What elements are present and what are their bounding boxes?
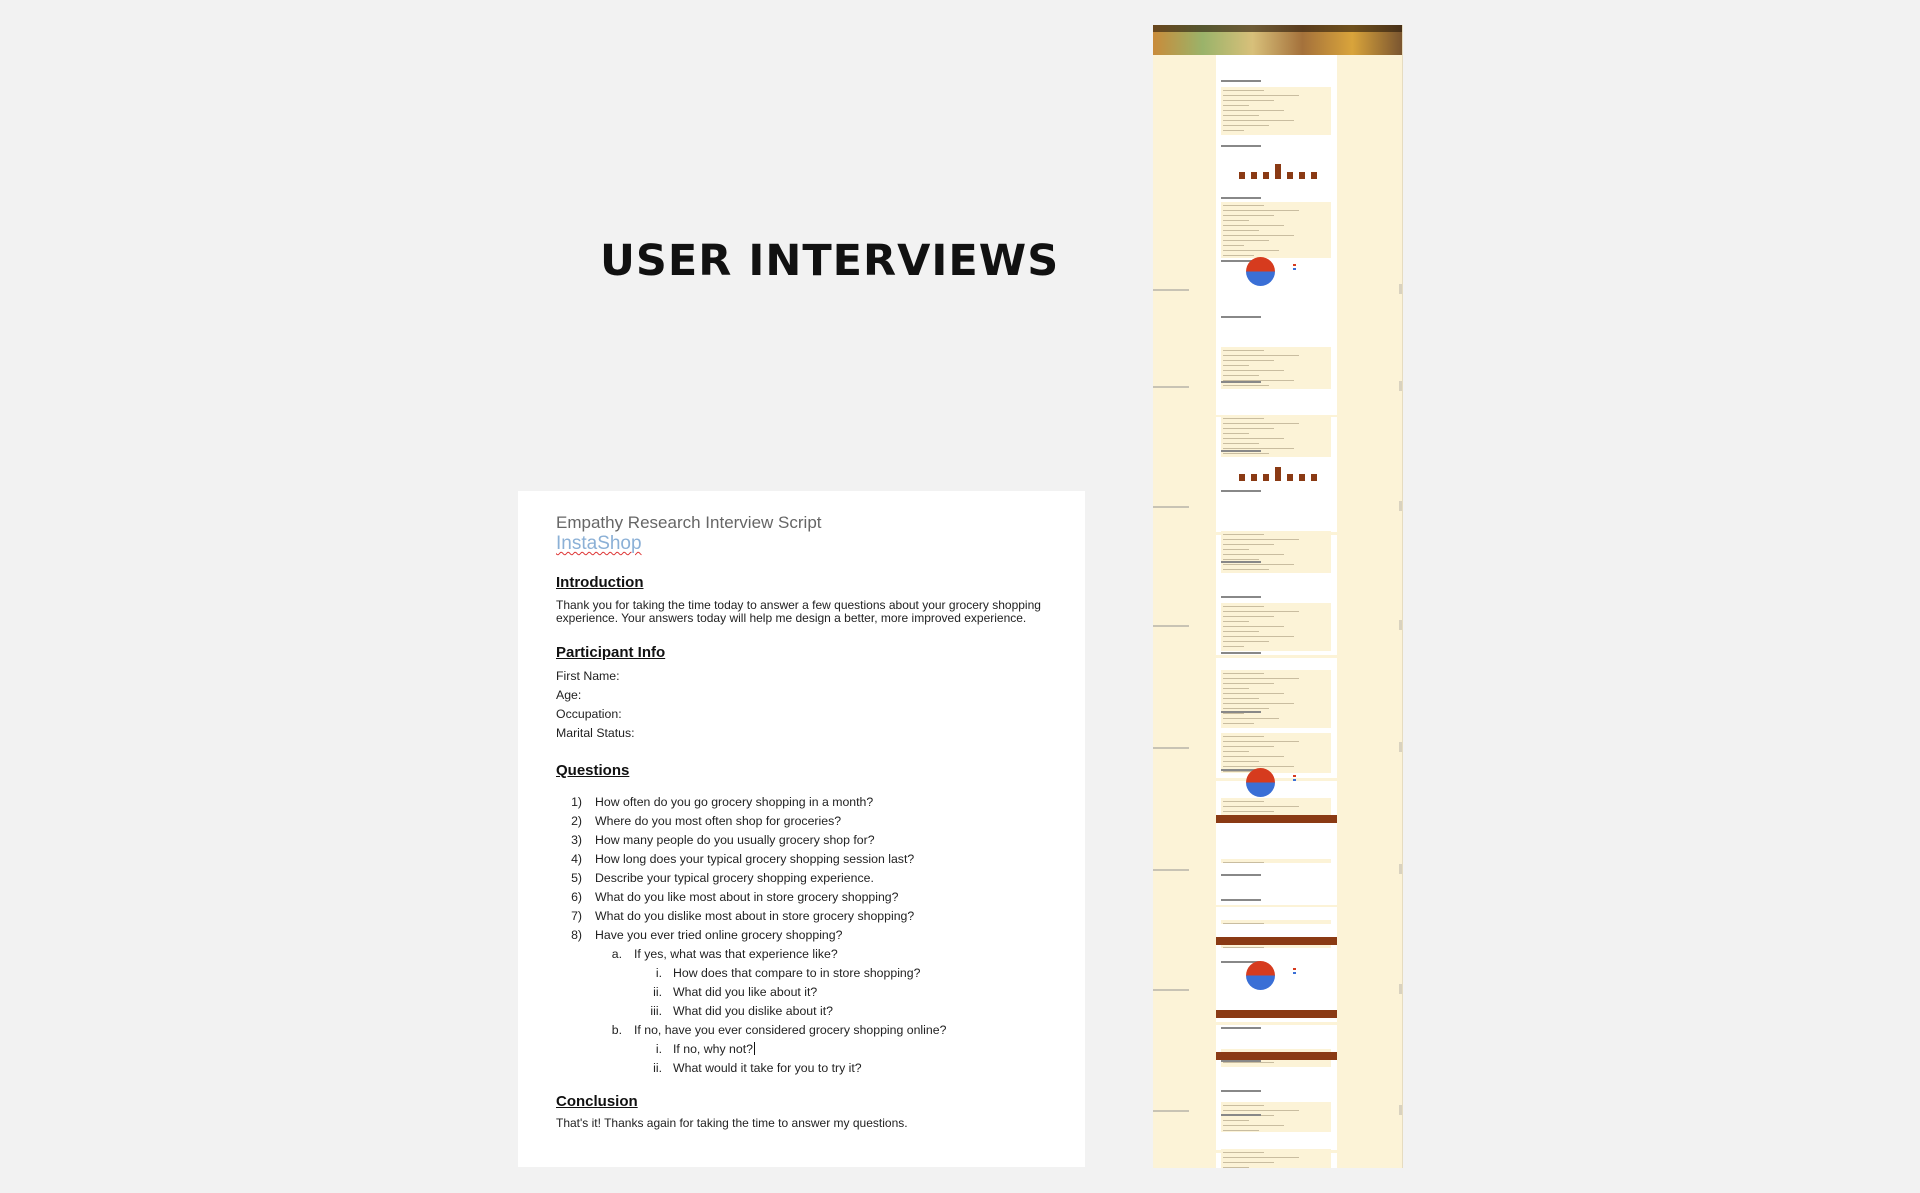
- response-line: [1223, 225, 1284, 226]
- response-block: [1221, 733, 1331, 773]
- response-line: [1223, 751, 1249, 752]
- response-line: [1223, 1105, 1264, 1106]
- page-separator: [1399, 381, 1402, 391]
- question-title-line: [1221, 490, 1261, 492]
- chart-bar: [1263, 474, 1269, 481]
- participant-field: Occupation:: [556, 707, 622, 721]
- question-text: If no, why not?: [673, 1042, 753, 1056]
- question-title-line: [1221, 899, 1261, 901]
- text-cursor: [754, 1042, 755, 1055]
- response-line: [1223, 616, 1274, 617]
- question-text: If yes, what was that experience like?: [634, 947, 838, 961]
- page-separator: [1399, 501, 1402, 511]
- chart-bar: [1275, 467, 1281, 481]
- question-title-line: [1221, 145, 1261, 147]
- chart-bar: [1275, 164, 1281, 179]
- chart-bar: [1287, 474, 1293, 481]
- question-text: What do you like most about in store grocery shopping?: [595, 890, 899, 904]
- response-line: [1223, 1167, 1249, 1168]
- question-text: If no, have you ever considered grocery shopping online?: [634, 1023, 947, 1037]
- question-title-line: [1221, 1060, 1261, 1062]
- response-line: [1223, 375, 1259, 376]
- question-item: [556, 812, 1055, 831]
- response-line: [1223, 205, 1264, 206]
- question-number: ii.: [653, 1061, 662, 1075]
- response-line: [1223, 443, 1259, 444]
- chart-bar: [1299, 172, 1305, 179]
- question-text: How does that compare to in store shopping?: [673, 966, 921, 980]
- question-item: [556, 983, 1055, 1002]
- question-item: [556, 1002, 1055, 1021]
- response-line: [1223, 534, 1264, 535]
- page-separator: [1153, 747, 1189, 749]
- response-line: [1223, 130, 1244, 131]
- response-line: [1223, 688, 1249, 689]
- response-line: [1223, 105, 1249, 106]
- response-line: [1223, 811, 1274, 812]
- pie-chart: [1246, 768, 1275, 797]
- page-separator: [1399, 742, 1402, 752]
- response-line: [1223, 559, 1259, 560]
- response-line: [1223, 240, 1269, 241]
- response-line: [1223, 636, 1294, 637]
- question-text: What did you dislike about it?: [673, 1004, 833, 1018]
- question-text: What do you dislike most about in store grocery shopping?: [595, 909, 915, 923]
- question-item: [556, 945, 1055, 964]
- chart-bar: [1287, 172, 1293, 179]
- question-title-line: [1221, 596, 1261, 598]
- question-number: 4): [571, 852, 582, 866]
- response-line: [1223, 723, 1254, 724]
- response-line: [1223, 761, 1259, 762]
- page-separator: [1399, 620, 1402, 630]
- introduction-heading: Introduction: [556, 574, 644, 591]
- response-line: [1223, 215, 1274, 216]
- response-line: [1223, 746, 1274, 747]
- response-line: [1223, 554, 1284, 555]
- chart-bar: [1311, 474, 1317, 481]
- response-line: [1223, 736, 1264, 737]
- question-number: i.: [655, 1042, 662, 1056]
- question-text: Where do you most often shop for groceries?: [595, 814, 842, 828]
- response-block: [1221, 1102, 1331, 1132]
- question-title-line: [1221, 197, 1261, 199]
- response-line: [1223, 355, 1299, 356]
- response-line: [1223, 220, 1249, 221]
- question-item: [556, 1040, 1055, 1059]
- browser-toolbar: [1153, 25, 1402, 32]
- question-item: [556, 907, 1055, 926]
- question-number: iii.: [650, 1004, 662, 1018]
- response-block: [1221, 87, 1331, 135]
- question-text: Describe your typical grocery shopping experience.: [595, 871, 874, 885]
- question-number: ii.: [653, 985, 662, 999]
- response-line: [1223, 683, 1274, 684]
- question-text: What would it take for you to try it?: [673, 1061, 862, 1075]
- question-item: [556, 964, 1055, 983]
- page-separator: [1153, 625, 1189, 627]
- question-title-line: [1221, 450, 1261, 452]
- response-line: [1223, 448, 1294, 449]
- question-number: 1): [571, 795, 582, 809]
- chart-bar: [1239, 474, 1245, 481]
- response-line: [1223, 1125, 1284, 1126]
- legend-swatch: [1293, 968, 1296, 970]
- question-title-line: [1221, 381, 1261, 383]
- response-line: [1223, 756, 1284, 757]
- slide-heading: USER INTERVIEWS: [600, 236, 1060, 286]
- response-block: [1221, 670, 1331, 728]
- question-title-line: [1221, 1090, 1261, 1092]
- response-line: [1223, 230, 1259, 231]
- participant-field: Marital Status:: [556, 726, 635, 740]
- response-line: [1223, 95, 1299, 96]
- response-line: [1223, 90, 1264, 91]
- response-block: [1221, 603, 1331, 651]
- response-line: [1223, 611, 1299, 612]
- page-separator: [1153, 989, 1189, 991]
- response-line: [1223, 862, 1264, 863]
- response-line: [1223, 646, 1244, 647]
- response-block: [1221, 920, 1331, 924]
- question-number: 6): [571, 890, 582, 904]
- response-line: [1223, 713, 1244, 714]
- response-line: [1223, 1152, 1264, 1153]
- response-block: [1221, 531, 1331, 573]
- response-line: [1223, 923, 1264, 924]
- question-number: 3): [571, 833, 582, 847]
- question-number: 7): [571, 909, 582, 923]
- response-line: [1223, 120, 1294, 121]
- response-line: [1223, 698, 1259, 699]
- question-item: [556, 869, 1055, 888]
- page-separator: [1399, 1105, 1402, 1115]
- section-header-bar: [1216, 1010, 1337, 1018]
- response-line: [1223, 806, 1299, 807]
- question-text: How many people do you usually grocery shop for?: [595, 833, 875, 847]
- page-separator: [1399, 864, 1402, 874]
- question-item: [556, 1021, 1055, 1040]
- participant-field: First Name:: [556, 669, 620, 683]
- response-line: [1223, 438, 1284, 439]
- response-line: [1223, 115, 1259, 116]
- response-line: [1223, 708, 1269, 709]
- question-number: a.: [611, 947, 622, 961]
- response-line: [1223, 370, 1284, 371]
- legend-swatch: [1293, 264, 1296, 266]
- question-item: [556, 1059, 1055, 1078]
- response-line: [1223, 569, 1269, 570]
- page-separator: [1153, 289, 1189, 291]
- response-line: [1223, 235, 1294, 236]
- response-line: [1223, 1157, 1299, 1158]
- response-line: [1223, 1062, 1274, 1063]
- questions-heading: Questions: [556, 762, 630, 779]
- questions-list: [556, 793, 1055, 1078]
- response-line: [1223, 125, 1269, 126]
- pie-chart: [1246, 961, 1275, 990]
- response-block: [1221, 202, 1331, 258]
- legend-swatch: [1293, 779, 1296, 781]
- response-line: [1223, 621, 1249, 622]
- response-line: [1223, 544, 1274, 545]
- question-title-line: [1221, 561, 1261, 563]
- response-line: [1223, 453, 1269, 454]
- response-line: [1223, 693, 1284, 694]
- response-block: [1221, 1149, 1331, 1168]
- conclusion-heading: Conclusion: [556, 1093, 638, 1110]
- response-line: [1223, 385, 1269, 386]
- section-header-bar: [1216, 937, 1337, 945]
- response-line: [1223, 766, 1294, 767]
- question-number: i.: [655, 966, 662, 980]
- participant-fields: [556, 667, 1055, 743]
- response-line: [1223, 947, 1264, 948]
- chart-bar: [1251, 474, 1257, 481]
- question-title-line: [1221, 80, 1261, 82]
- legend-swatch: [1293, 972, 1296, 974]
- response-line: [1223, 641, 1269, 642]
- response-line: [1223, 718, 1279, 719]
- question-title-line: [1221, 711, 1261, 713]
- response-line: [1223, 350, 1264, 351]
- page-separator: [1399, 984, 1402, 994]
- response-line: [1223, 1110, 1299, 1111]
- chart-bar: [1239, 172, 1245, 179]
- chart-bar: [1263, 172, 1269, 179]
- response-line: [1223, 549, 1249, 550]
- response-line: [1223, 741, 1299, 742]
- form-responses-thumbnail: [1153, 25, 1403, 1168]
- response-line: [1223, 360, 1274, 361]
- question-title-line: [1221, 1027, 1261, 1029]
- response-line: [1223, 1120, 1249, 1121]
- page-separator: [1153, 1110, 1189, 1112]
- document-title: Empathy Research Interview Script: [556, 513, 822, 532]
- question-item: [556, 831, 1055, 850]
- document-subtitle: InstaShop: [556, 533, 642, 554]
- question-item: [556, 926, 1055, 945]
- response-line: [1223, 626, 1284, 627]
- legend-swatch: [1293, 775, 1296, 777]
- response-line: [1223, 433, 1249, 434]
- question-text: Have you ever tried online grocery shopping?: [595, 928, 843, 942]
- page-separator: [1153, 506, 1189, 508]
- response-line: [1223, 539, 1299, 540]
- response-line: [1223, 564, 1294, 565]
- response-line: [1223, 1162, 1274, 1163]
- question-number: 2): [571, 814, 582, 828]
- participant-info-heading: Participant Info: [556, 644, 666, 661]
- question-text: How often do you go grocery shopping in a month?: [595, 795, 874, 809]
- question-item: [556, 850, 1055, 869]
- chart-bar: [1299, 474, 1305, 481]
- chart-bar: [1311, 172, 1317, 179]
- question-text: How long does your typical grocery shopping session last?: [595, 852, 915, 866]
- response-line: [1223, 678, 1299, 679]
- response-line: [1223, 365, 1249, 366]
- interview-script-document: [518, 491, 1085, 1167]
- conclusion-text: That's it! Thanks again for taking the time to answer my questions.: [556, 1116, 908, 1130]
- question-title-line: [1221, 652, 1261, 654]
- response-line: [1223, 801, 1264, 802]
- response-line: [1223, 631, 1259, 632]
- page-separator: [1153, 386, 1189, 388]
- question-number: 8): [571, 928, 582, 942]
- section-header-bar: [1216, 815, 1337, 823]
- response-line: [1223, 210, 1299, 211]
- response-line: [1223, 673, 1264, 674]
- question-title-line: [1221, 316, 1261, 318]
- question-number: b.: [611, 1023, 622, 1037]
- response-line: [1223, 255, 1254, 256]
- participant-field: Age:: [556, 688, 582, 702]
- page-separator: [1153, 869, 1189, 871]
- question-item: [556, 888, 1055, 907]
- question-number: 5): [571, 871, 582, 885]
- response-line: [1223, 1130, 1259, 1131]
- response-line: [1223, 703, 1294, 704]
- response-line: [1223, 418, 1264, 419]
- question-item: [556, 793, 1055, 812]
- response-line: [1223, 250, 1279, 251]
- legend-swatch: [1293, 268, 1296, 270]
- section-header-bar: [1216, 1052, 1337, 1060]
- response-line: [1223, 100, 1274, 101]
- question-text: What did you like about it?: [673, 985, 818, 999]
- response-block: [1221, 859, 1331, 863]
- thumbnail-page: [1216, 907, 1337, 1022]
- response-line: [1223, 423, 1299, 424]
- response-line: [1223, 606, 1264, 607]
- page-separator: [1399, 284, 1402, 294]
- response-line: [1223, 245, 1244, 246]
- response-line: [1223, 110, 1284, 111]
- introduction-text: Thank you for taking the time today to answer a few questions about your grocery shopping experience. Your answers today will help me design a better, more improved experience.: [556, 598, 1041, 625]
- question-title-line: [1221, 1114, 1261, 1116]
- chart-bar: [1251, 172, 1257, 179]
- question-title-line: [1221, 874, 1261, 876]
- response-line: [1223, 428, 1274, 429]
- pie-chart: [1246, 257, 1275, 286]
